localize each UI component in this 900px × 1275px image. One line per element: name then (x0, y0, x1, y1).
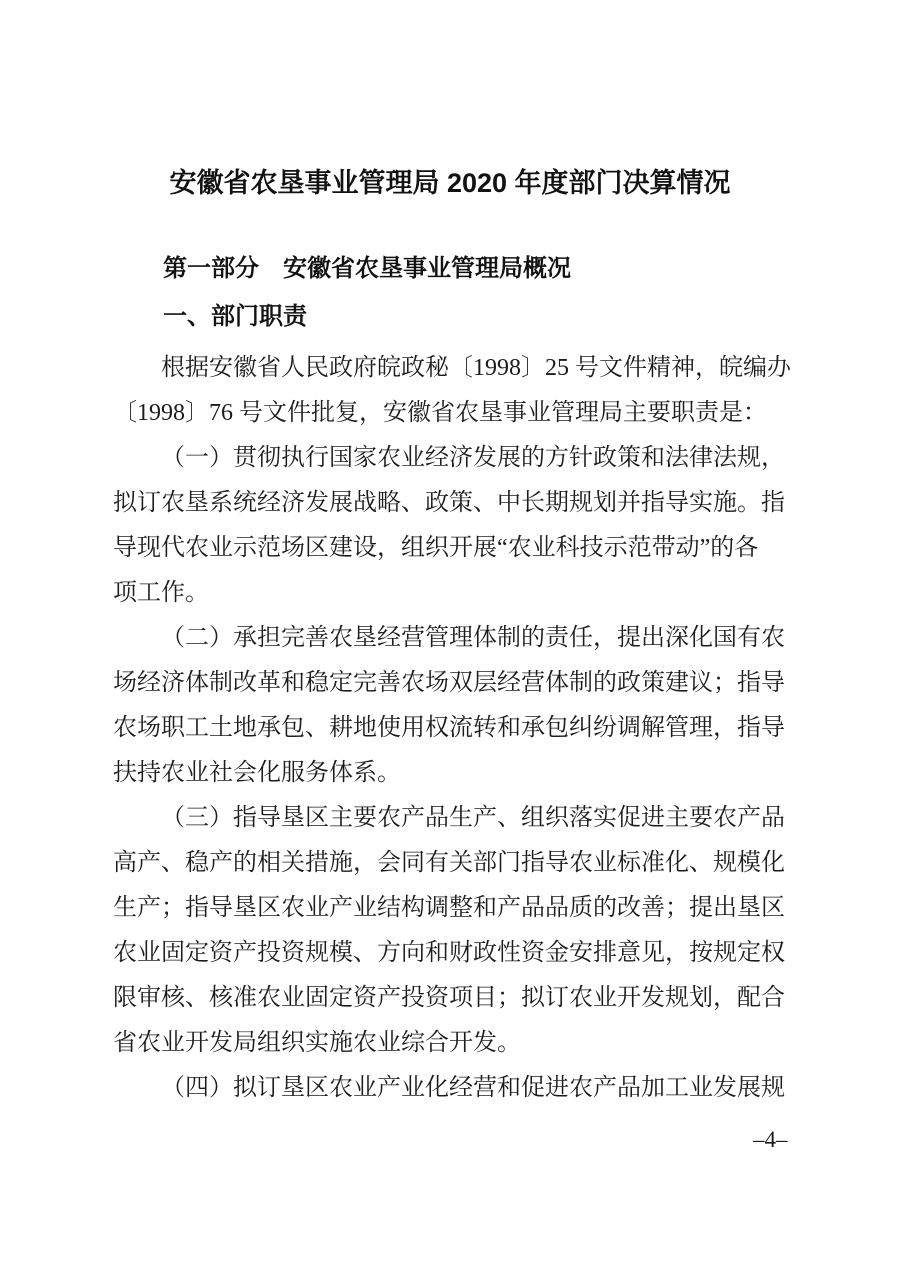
document-body (113, 346, 790, 1111)
page-number: –4– (753, 1127, 788, 1152)
body-line: 拟订农垦系统经济发展战略、政策、中长期规划并指导实施。指 (113, 490, 785, 516)
document-title: 安徽省农垦事业管理局 2020 年度部门决算情况 (169, 168, 731, 198)
body-line: （三）指导垦区主要农产品生产、组织落实促进主要农产品 (161, 805, 785, 831)
body-line: 农场职工土地承包、耕地使用权流转和承包纠纷调解管理，指导 (113, 715, 785, 741)
body-line: （一）贯彻执行国家农业经济发展的方针政策和法律法规， (161, 445, 785, 471)
body-line: 高产、稳产的相关措施，会同有关部门指导农业标准化、规模化 (113, 850, 785, 876)
body-line: （二）承担完善农垦经营管理体制的责任，提出深化国有农 (161, 625, 785, 651)
body-line: 〔1998〕76 号文件批复，安徽省农垦事业管理局主要职责是： (113, 400, 767, 426)
body-line: 农业固定资产投资规模、方向和财政性资金安排意见，按规定权 (113, 940, 785, 966)
body-line: 限审核、核准农业固定资产投资项目；拟订农业开发规划，配合 (113, 985, 785, 1011)
body-line: 根据安徽省人民政府皖政秘〔1998〕25 号文件精神，皖编办 (161, 355, 791, 381)
body-line: （四）拟订垦区农业产业化经营和促进农产品加工业发展规 (161, 1075, 785, 1101)
body-line: 场经济体制改革和稳定完善农场双层经营体制的政策建议；指导 (113, 670, 785, 696)
part-heading: 第一部分 安徽省农垦事业管理局概况 (163, 255, 571, 282)
body-line: 项工作。 (113, 580, 209, 606)
body-line: 生产；指导垦区农业产业结构调整和产品品质的改善；提出垦区 (113, 895, 785, 921)
body-line: 省农业开发局组织实施农业综合开发。 (113, 1030, 521, 1056)
section-heading: 一、部门职责 (163, 303, 307, 330)
body-line: 导现代农业示范场区建设，组织开展“农业科技示范带动”的各 (113, 535, 759, 561)
body-line: 扶持农业社会化服务体系。 (113, 760, 401, 786)
